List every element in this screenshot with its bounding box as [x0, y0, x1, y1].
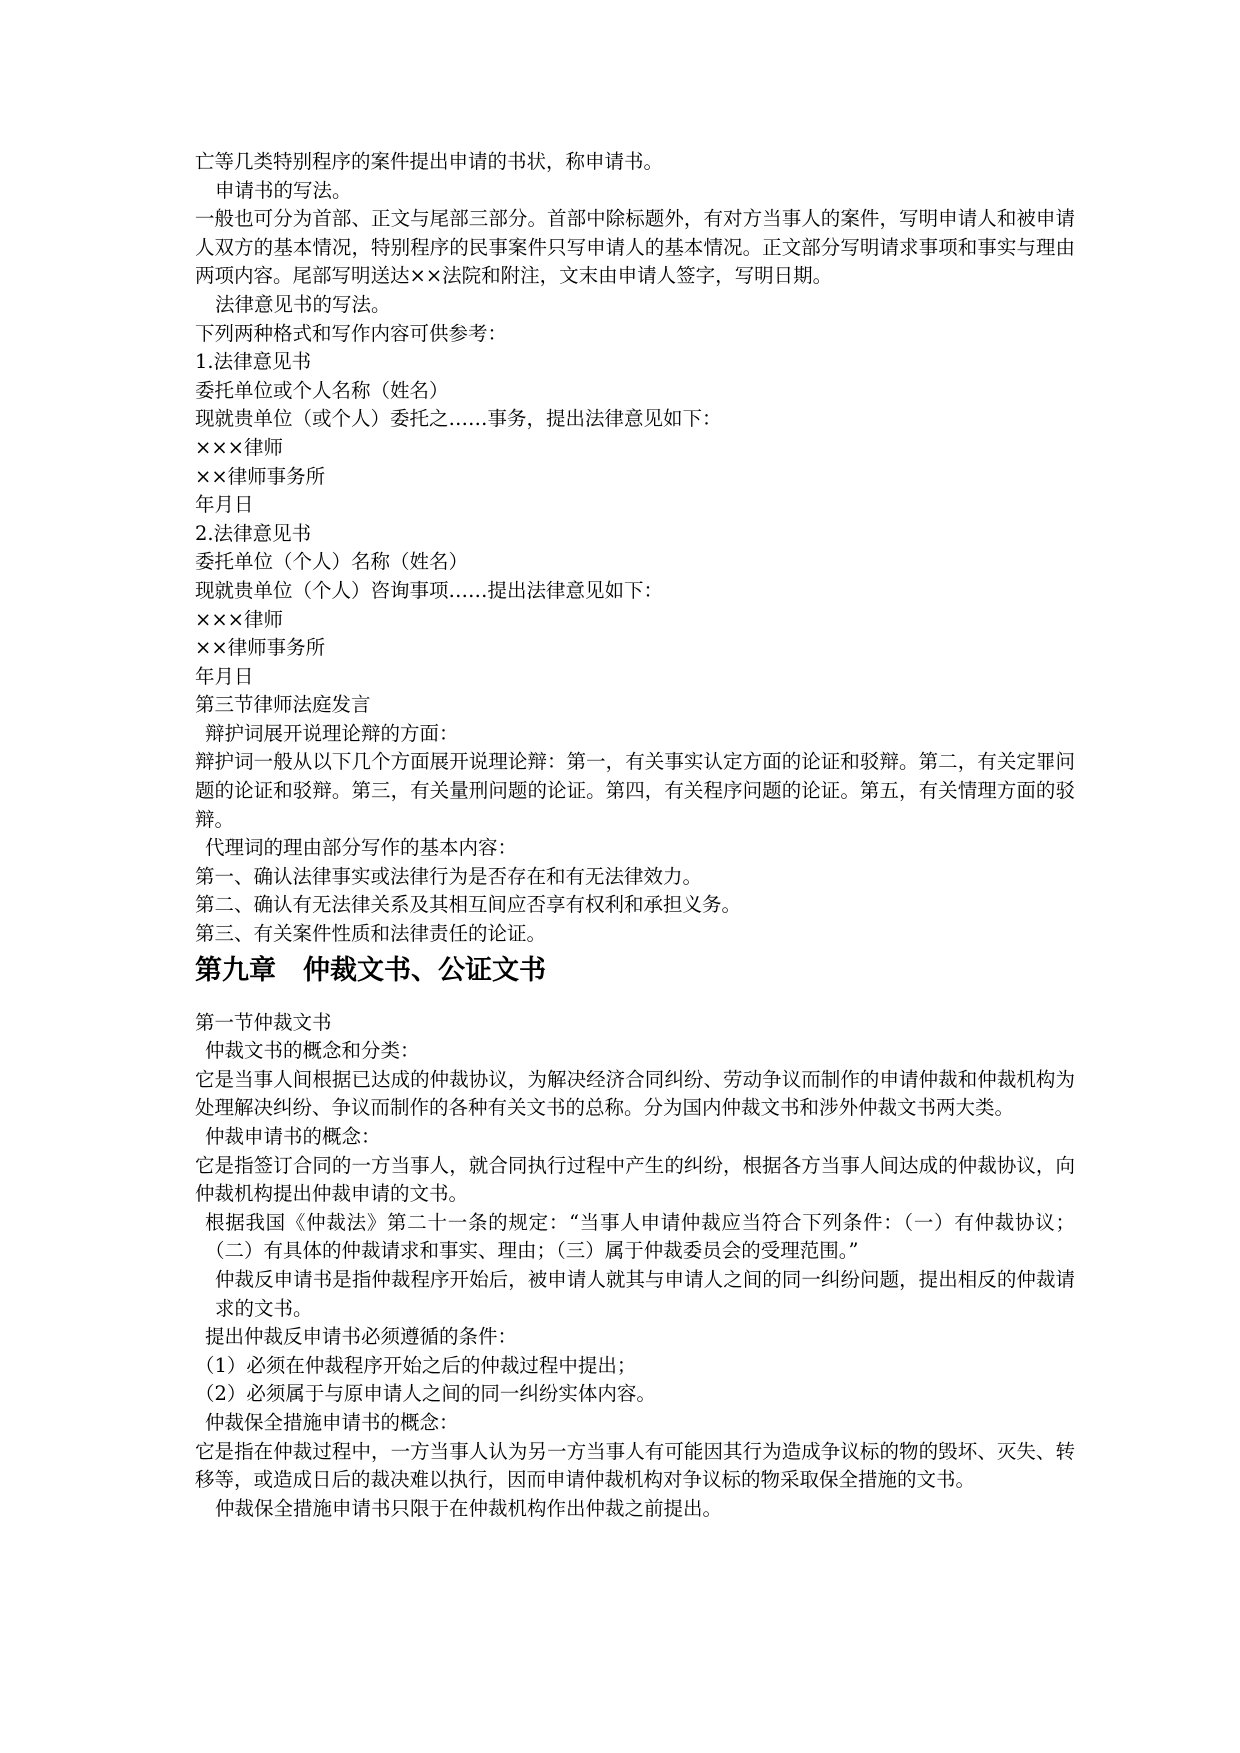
section-heading: 提出仲裁反申请书必须遵循的条件： — [205, 1325, 518, 1349]
template-line: ××律师事务所 — [195, 636, 326, 660]
section-title: 第三节律师法庭发言 — [195, 693, 371, 717]
template-line: 现就贵单位（个人）咨询事项……提出法律意见如下： — [195, 578, 664, 602]
template-line: 现就贵单位（或个人）委托之……事务，提出法律意见如下： — [195, 407, 722, 431]
paragraph-line: 亡等几类特别程序的案件提出申请的书状，称申请书。 — [195, 150, 664, 173]
paragraph: 仲裁反申请书是指仲裁程序开始后，被申请人就其与申请人之间的同一纠纷问题，提出相反的仲裁请求的文书。 — [215, 1267, 1075, 1320]
section-heading: 仲裁文书的概念和分类： — [205, 1039, 420, 1063]
template-line: ××律师事务所 — [195, 464, 326, 488]
template-line: 年月日 — [195, 493, 254, 517]
section-heading: 申请书的写法。 — [215, 178, 352, 202]
section-heading: 仲裁申请书的概念： — [205, 1125, 381, 1148]
document-body — [195, 148, 1075, 1523]
section-title: 第一节仲裁文书 — [195, 1010, 332, 1034]
paragraph: 它是当事人间根据已达成的仲裁协议，为解决经济合同纠纷、劳动争议而制作的申请仲裁和仲裁机构为处理解决纠纷、争议而制作的各种有关文书的总称。分为国内仲裁文书和涉外仲裁文书两大类。 — [195, 1067, 1075, 1120]
paragraph: 一般也可分为首部、正文与尾部三部分。首部中除标题外，有对方当事人的案件，写明申请人和被申请人双方的基本情况，特别程序的民事案件只写申请人的基本情况。正文部分写明请求事项和事实与理由两项内容。尾部写明送达××法院和附注，文末由申请人签字，写明日期。 — [195, 207, 1075, 288]
paragraph: 它是指在仲裁过程中，一方当事人认为另一方当事人有可能因其行为造成争议标的物的毁坏、灭失、转移等，或造成日后的裁决难以执行，因而申请仲裁机构对争议标的物采取保全措施的文书。 — [195, 1439, 1075, 1492]
template-title: 1.法律意见书 — [195, 350, 312, 374]
template-line: ×××律师 — [195, 435, 284, 459]
template-line: 委托单位或个人名称（姓名） — [195, 378, 449, 402]
paragraph: 根据我国《仲裁法》第二十一条的规定：“当事人申请仲裁应当符合下列条件：（一）有仲裁协议；（二）有具体的仲裁请求和事实、理由；（三）属于仲裁委员会的受理范围。” — [205, 1210, 1075, 1263]
paragraph: 辩护词一般从以下几个方面展开说理论辩：第一，有关事实认定方面的论证和驳辩。第二，有关定罪问题的论证和驳辩。第三，有关量刑问题的论证。第四，有关程序问题的论证。第五，有关情理方面的驳辩。 — [195, 750, 1075, 831]
paragraph-line: 第一、确认法律事实或法律行为是否存在和有无法律效力。 — [195, 864, 703, 888]
template-title: 2.法律意见书 — [195, 521, 312, 545]
chapter-title: 第九章 仲裁文书、公证文书 — [195, 954, 546, 986]
paragraph-line: 第二、确认有无法律关系及其相互间应否享有权利和承担义务。 — [195, 893, 742, 917]
paragraph-line: 第三、有关案件性质和法律责任的论证。 — [195, 922, 547, 946]
list-item: （1）必须在仲裁程序开始之后的仲裁过程中提出； — [195, 1353, 637, 1377]
paragraph: 它是指签订合同的一方当事人，就合同执行过程中产生的纠纷，根据各方当事人间达成的仲裁协议，向仲裁机构提出仲裁申请的文书。 — [195, 1153, 1075, 1206]
template-line: 年月日 — [195, 664, 254, 688]
paragraph-line: 仲裁保全措施申请书只限于在仲裁机构作出仲裁之前提出。 — [215, 1496, 723, 1520]
paragraph-line: 下列两种格式和写作内容可供参考： — [195, 321, 508, 345]
section-heading: 仲裁保全措施申请书的概念： — [205, 1410, 459, 1434]
section-heading: 代理词的理由部分写作的基本内容： — [205, 836, 518, 860]
template-line: 委托单位（个人）名称（姓名） — [195, 550, 469, 574]
section-heading: 辩护词展开说理论辩的方面： — [205, 721, 459, 745]
list-item: （2）必须属于与原申请人之间的同一纠纷实体内容。 — [195, 1382, 656, 1406]
section-heading: 法律意见书的写法。 — [215, 292, 391, 316]
template-line: ×××律师 — [195, 607, 284, 631]
